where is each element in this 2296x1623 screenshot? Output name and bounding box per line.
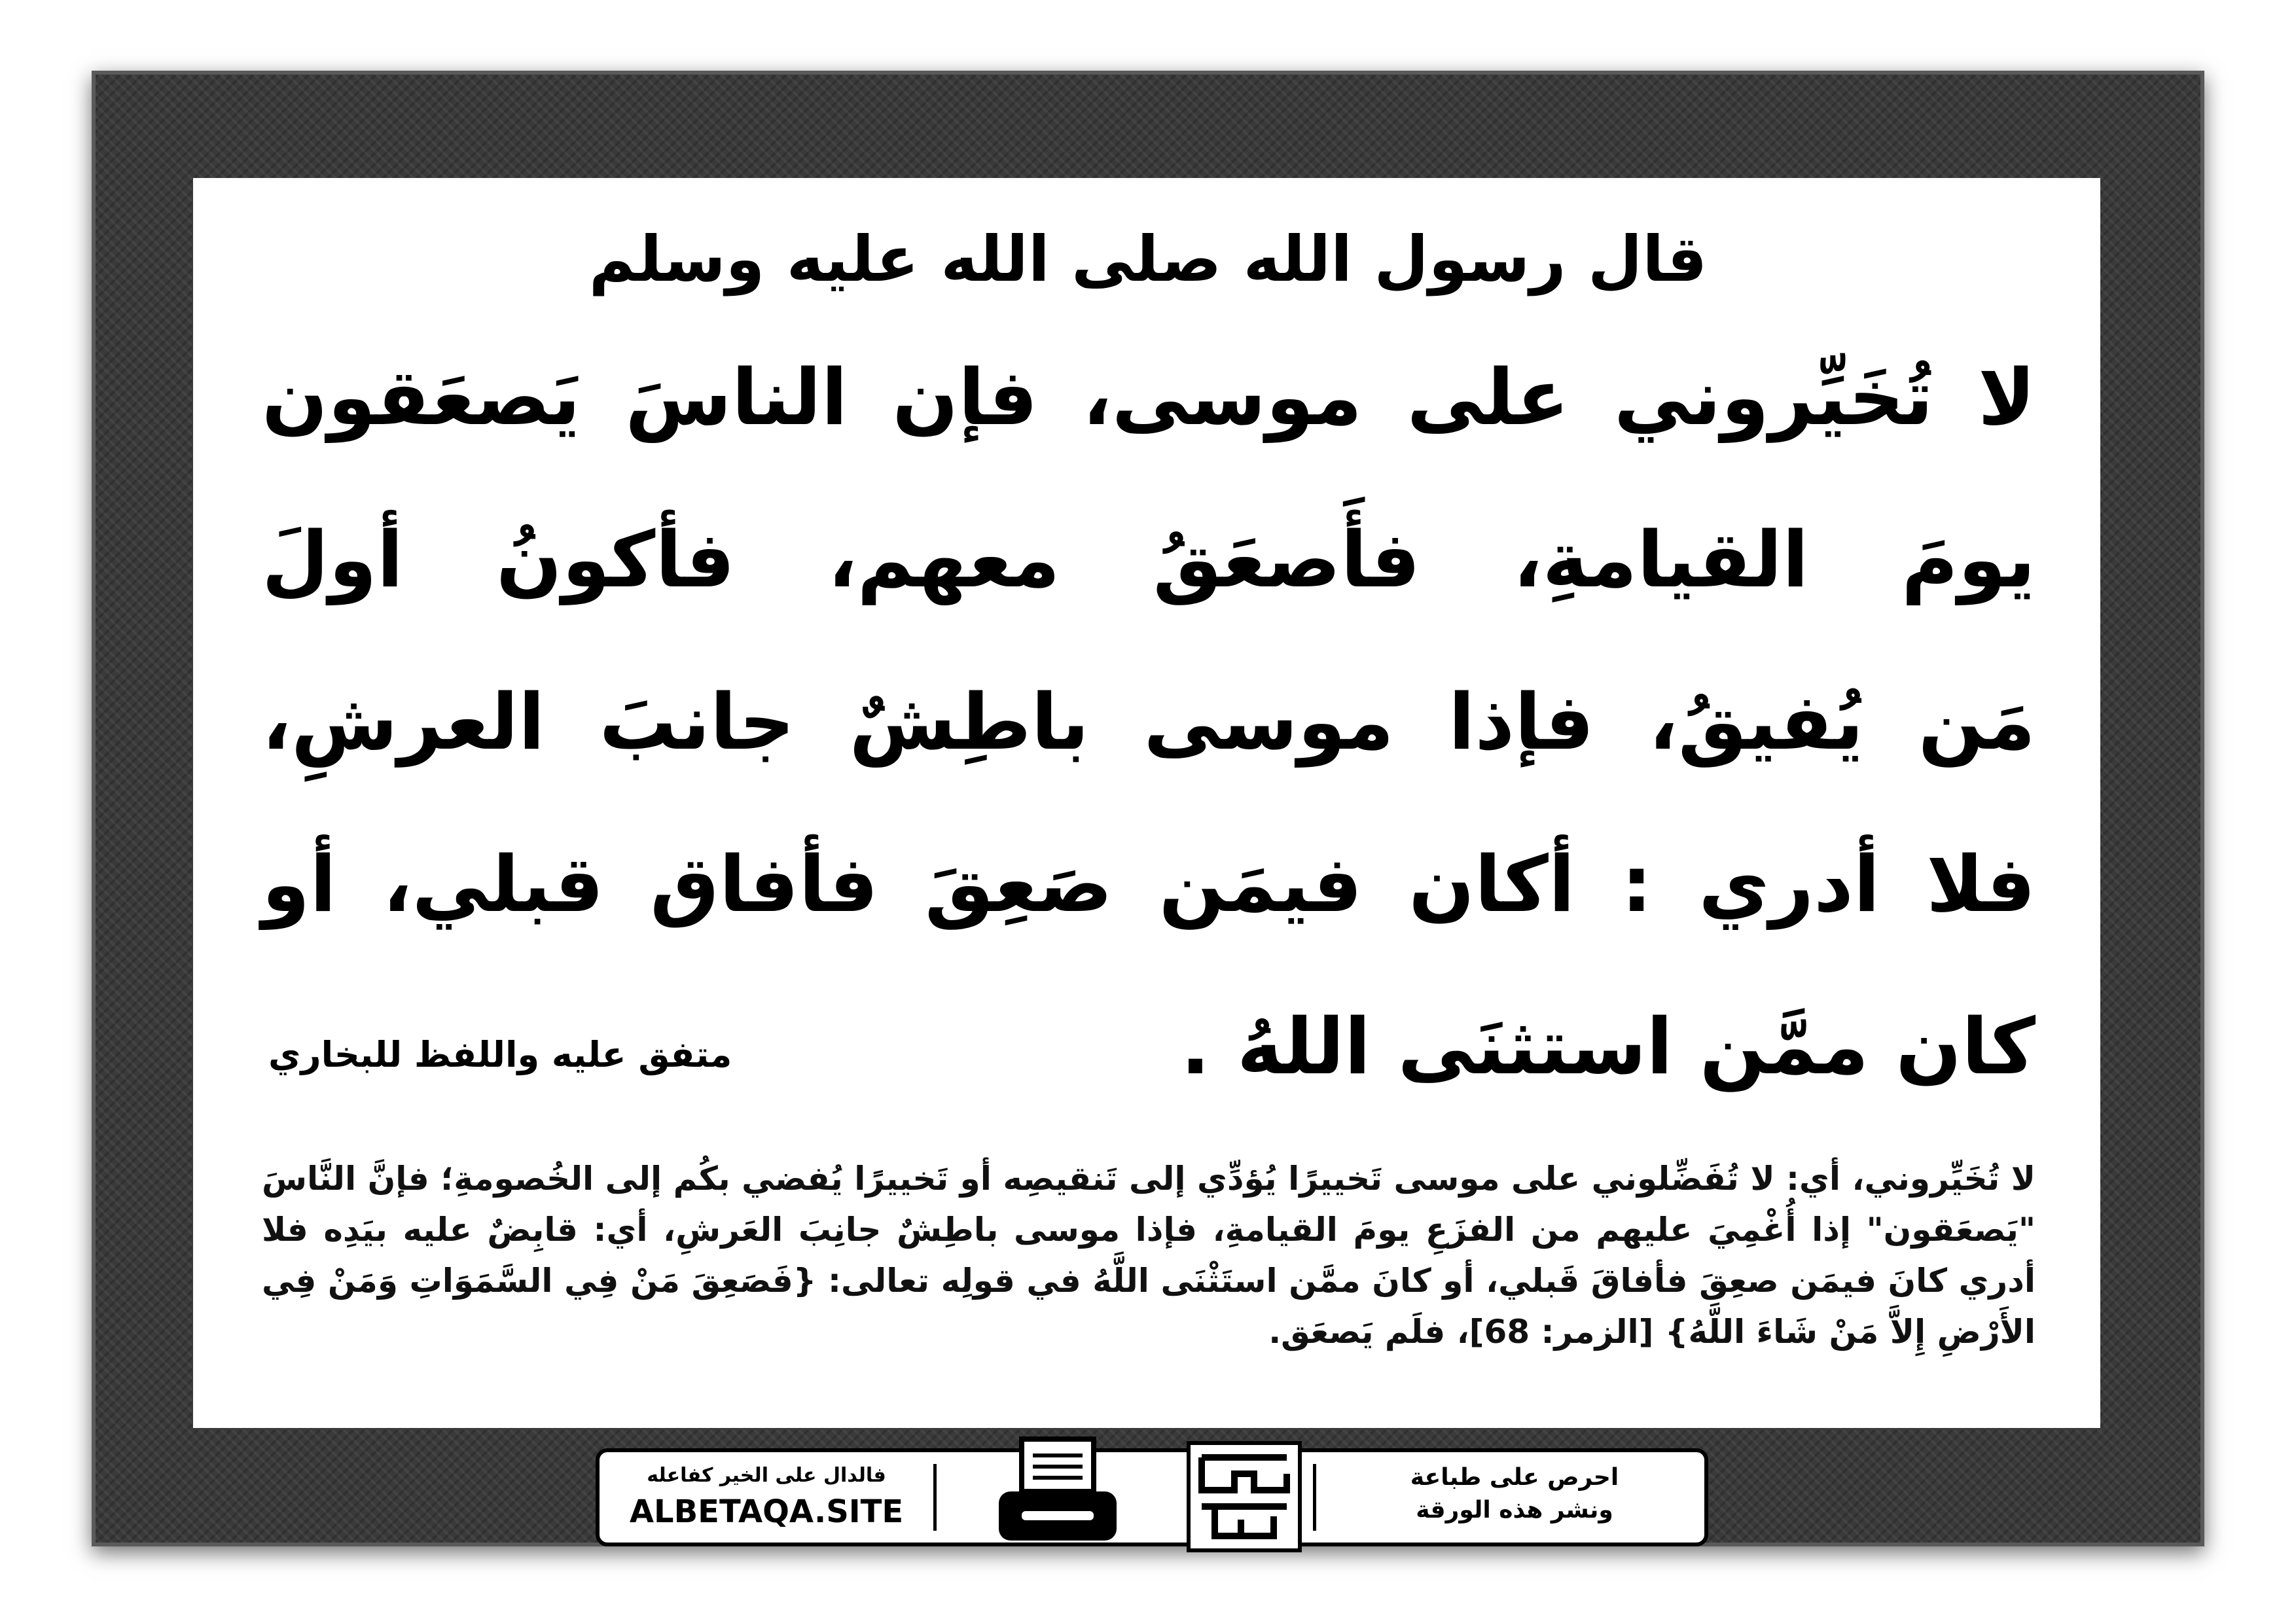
footer-site-block [613, 1459, 920, 1536]
footer-appeal-block [1344, 1461, 1685, 1539]
hadith-line-5: كان ممَّن استثنَى اللهُ . [1180, 1001, 2036, 1092]
hadith-line-4: فلا أدري : أكان فيمَن صَعِقَ فأفاق قبلي، أو [262, 839, 2036, 929]
footer-divider-right [1313, 1464, 1316, 1531]
footer-divider-left [933, 1464, 937, 1531]
hadith-heading: قال رسول الله صلى الله عليه وسلم [588, 223, 1708, 296]
footer-appeal-line-2: ونشر هذه الورقة [1416, 1497, 1613, 1524]
footer-site-link[interactable]: ALBETAQA.SITE [629, 1493, 904, 1530]
hadith-line-2: يومَ القيامةِ، فأَصعَقُ معهم، فأكونُ أولَ [262, 514, 2036, 605]
footer-appeal-line-1: احرص على طباعة [1410, 1464, 1619, 1491]
footer-slogan: فالدال على الخير كفاعله [647, 1464, 886, 1487]
hadith-source: متفق عليه واللفظ للبخاري [268, 1034, 732, 1075]
dawatuna-logo-icon [1175, 1438, 1313, 1556]
hadith-line-1: لا تُخَيِّروني على موسى، فإن الناسَ يَصعَقون [262, 352, 2036, 442]
printer-icon [992, 1426, 1123, 1557]
hadith-explanation: لا تُخَيِّروني، أي: لا تُفَضِّلوني على موسى تَخييرًا يُؤدِّي إلى تَنقيصِه أو تَخييرًا يُفضي بكُم إلى الخُصومةِ؛ فإنَّ النَّاسَ "يَصعَقون" إذا أُغْمِيَ عليهم من الفزَعِ يومَ القيامةِ، فإذا موسى باطِشٌ جانِبَ العَرشِ، أي: قابِضٌ عليه بيَدِه فلا أدري كانَ فيمَن صعِقَ فأفاقَ قَبلي، أو كانَ ممَّن استَثْنَى اللَّهُ في قولِه تعالى: {فَصَعِقَ مَنْ فِي السَّمَوَاتِ وَمَنْ فِي الأَرْضِ إِلاَّ مَنْ شَاءَ اللَّهُ} [الزمر: 68]، فلَم يَصعَق. [262, 1160, 2036, 1351]
hadith-line-3: مَن يُفيقُ، فإذا موسى باطِشٌ جانبَ العرشِ، [262, 677, 2036, 767]
footer-banner [596, 1448, 1708, 1546]
